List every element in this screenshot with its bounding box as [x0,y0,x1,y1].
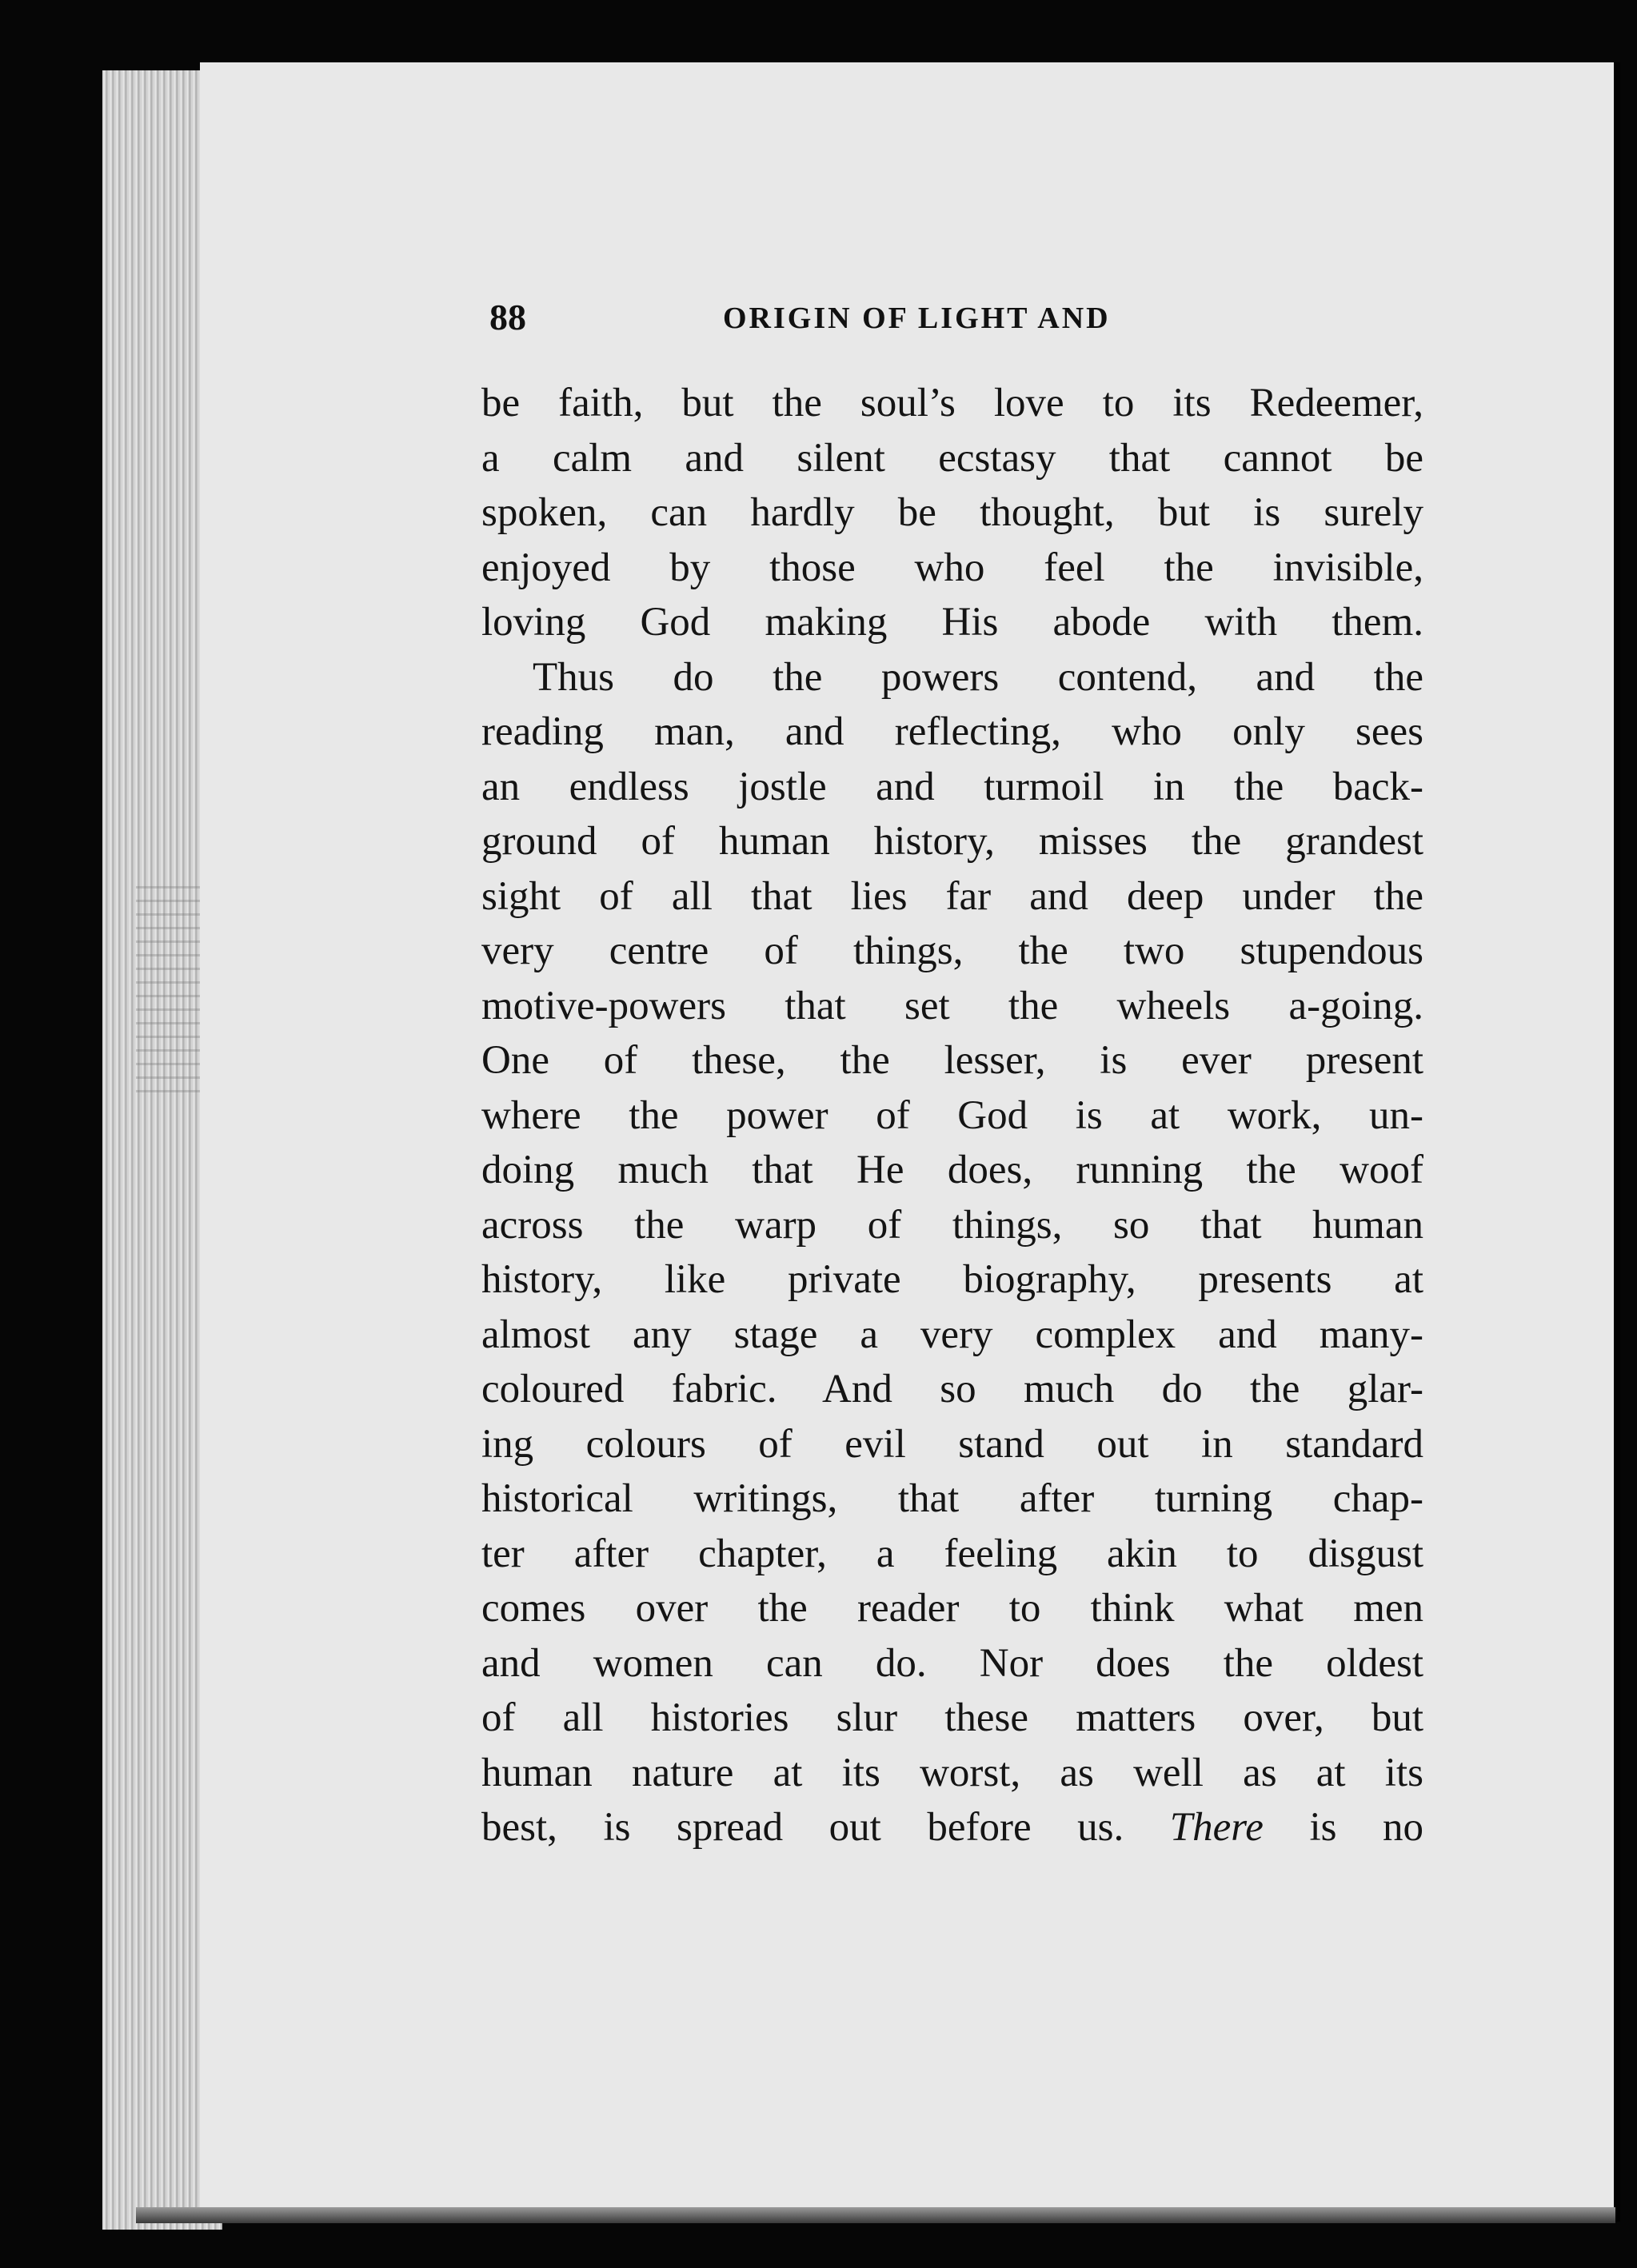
page-bottom-edge [136,2207,1615,2223]
page-number: 88 [489,297,526,337]
text-line: reading man, and reflecting, who only sees [481,709,1423,754]
running-head: ORIGIN OF LIGHT AND [723,301,1111,335]
text-line: enjoyed by those who feel the invisible, [481,545,1423,590]
text-line: a calm and silent ecstasy that cannot be [481,435,1423,481]
text-line: ground of human history, misses the grandest [481,819,1423,864]
text-segment: is no [1309,1805,1423,1850]
text-line: coloured fabric. And so much do the glar- [481,1367,1423,1412]
text-line: sight of all that lies far and deep under the [481,873,1423,919]
page-right-border [1614,62,1620,2222]
text-line: where the power of God is at work, un- [481,1092,1423,1138]
text-line: comes over the reader to think what men [481,1586,1423,1631]
text-line: of all histories slur these matters over, but [481,1695,1423,1740]
text-line: be faith, but the soul’s love to its Redeemer, [481,381,1423,425]
text-line: Thus do the powers contend, and the [533,654,1423,700]
page-header [489,296,1433,344]
text-line: history, like private biography, presents at [481,1257,1423,1302]
text-line: One of these, the lesser, is ever present [481,1038,1423,1083]
text-segment: best, is spread out before us. [481,1805,1124,1850]
text-line: almost any stage a very complex and many- [481,1312,1423,1357]
text-line: across the warp of things, so that human [481,1202,1423,1248]
text-line: and women can do. Nor does the oldest [481,1640,1423,1686]
text-line: ing colours of evil stand out in standard [481,1421,1423,1467]
scan-artifacts [136,880,200,1104]
text-line: doing much that He does, running the woof [481,1148,1423,1192]
text-line-final [481,1800,1423,1855]
text-line: loving God making His abode with them. [481,600,1423,645]
body-text [481,376,1423,1855]
italic-word: There [1169,1805,1264,1850]
text-line: ter after chapter, a feeling akin to disgust [481,1531,1423,1576]
text-line: spoken, can hardly be thought, but is surely [481,490,1423,535]
text-line: an endless jostle and turmoil in the back- [481,764,1423,809]
text-line: motive-powers that set the wheels a-going. [481,983,1423,1028]
text-line: very centre of things, the two stupendous [481,928,1423,973]
text-line: historical writings, that after turning chap- [481,1476,1423,1521]
text-line: human nature at its worst, as well as at its [481,1750,1423,1795]
